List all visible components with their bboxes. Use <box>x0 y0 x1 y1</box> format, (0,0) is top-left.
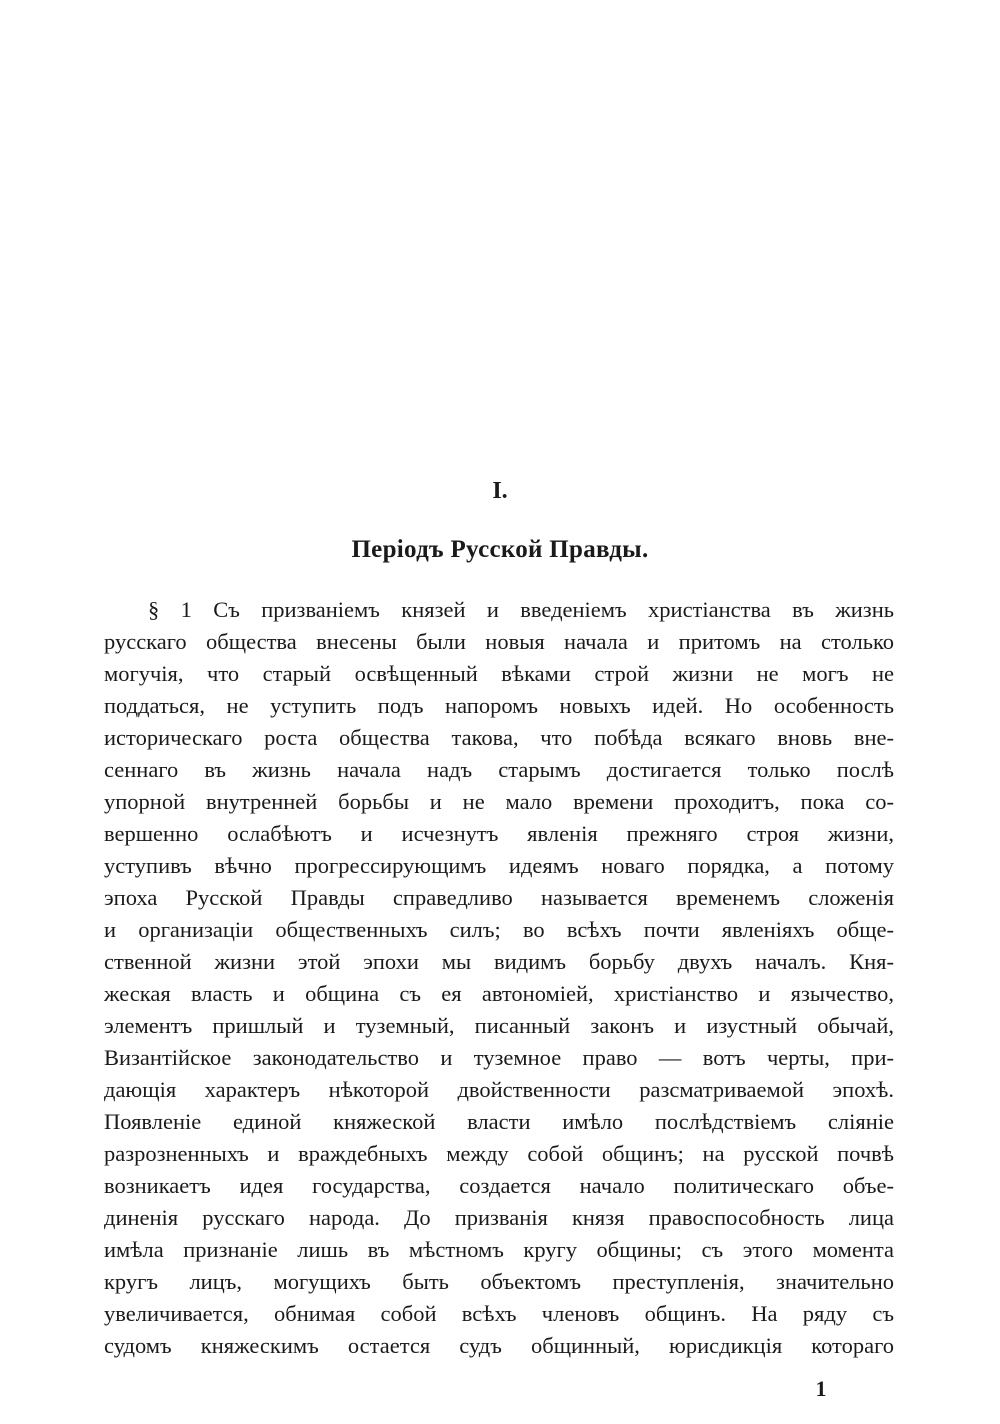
text-line: Появленіе единой княжеской власти имѣло послѣдствіемъ сліяніе <box>104 1109 894 1134</box>
text-line: Византійское законодательство и туземное право — вотъ черты, при- <box>104 1045 894 1070</box>
page-number: 1 <box>815 1376 827 1401</box>
text-line: русскаго общества внесены были новыя начала и притомъ на столько <box>104 629 894 654</box>
chapter-title: Періодъ Русской Правды. <box>351 536 649 563</box>
text-line: вершенно ослабѣютъ и исчезнутъ явленія прежняго строя жизни, <box>104 821 894 846</box>
body-paragraph <box>104 594 894 1362</box>
text-line: ственной жизни этой эпохи мы видимъ борьбу двухъ началъ. Кня- <box>104 949 894 974</box>
text-line: уступивъ вѣчно прогрессирующимъ идеямъ новаго порядка, а потому <box>104 853 894 878</box>
text-line: элементъ пришлый и туземный, писанный законъ и изустный обычай, <box>104 1013 894 1038</box>
text-line: упорной внутренней борьбы и не мало времени проходитъ, пока со- <box>104 789 894 814</box>
text-line: дающія характеръ нѣкоторой двойственности разсматриваемой эпохѣ. <box>104 1077 894 1102</box>
text-line: и организаціи общественныхъ силъ; во всѣхъ почти явленіяхъ обще- <box>104 917 894 942</box>
chapter-number: I. <box>492 478 508 504</box>
text-line: § 1 Съ призваніемъ князей и введеніемъ христіанства въ жизнь <box>148 597 894 622</box>
text-line: разрозненныхъ и враждебныхъ между собой общинъ; на русской почвѣ <box>104 1141 894 1166</box>
text-line: поддаться, не уступить подъ напоромъ новыхъ идей. Но особенность <box>104 693 894 718</box>
text-line: жеская власть и община съ ея автономіей, христіанство и язычество, <box>104 981 894 1006</box>
text-line: судомъ княжескимъ остается судъ общинный, юрисдикція котораго <box>104 1333 894 1358</box>
text-line: диненія русскаго народа. До призванія князя правоспособность лица <box>104 1205 894 1230</box>
text-line: историческаго роста общества такова, что побѣда всякаго вновь вне- <box>104 725 894 750</box>
text-line: кругъ лицъ, могущихъ быть объектомъ преступленія, значительно <box>104 1269 894 1294</box>
text-line: сеннаго въ жизнь начала надъ старымъ достигается только послѣ <box>104 757 894 782</box>
text-line: эпоха Русской Правды справедливо называется временемъ сложенія <box>104 885 894 910</box>
text-line: увеличивается, обнимая собой всѣхъ членовъ общинъ. На ряду съ <box>104 1301 894 1326</box>
text-line: возникаетъ идея государства, создается начало политическаго объе- <box>104 1173 894 1198</box>
text-line: имѣла признаніе лишь въ мѣстномъ кругу общины; съ этого момента <box>104 1237 894 1262</box>
text-line: могучія, что старый освѣщенный вѣками строй жизни не могъ не <box>104 661 894 686</box>
